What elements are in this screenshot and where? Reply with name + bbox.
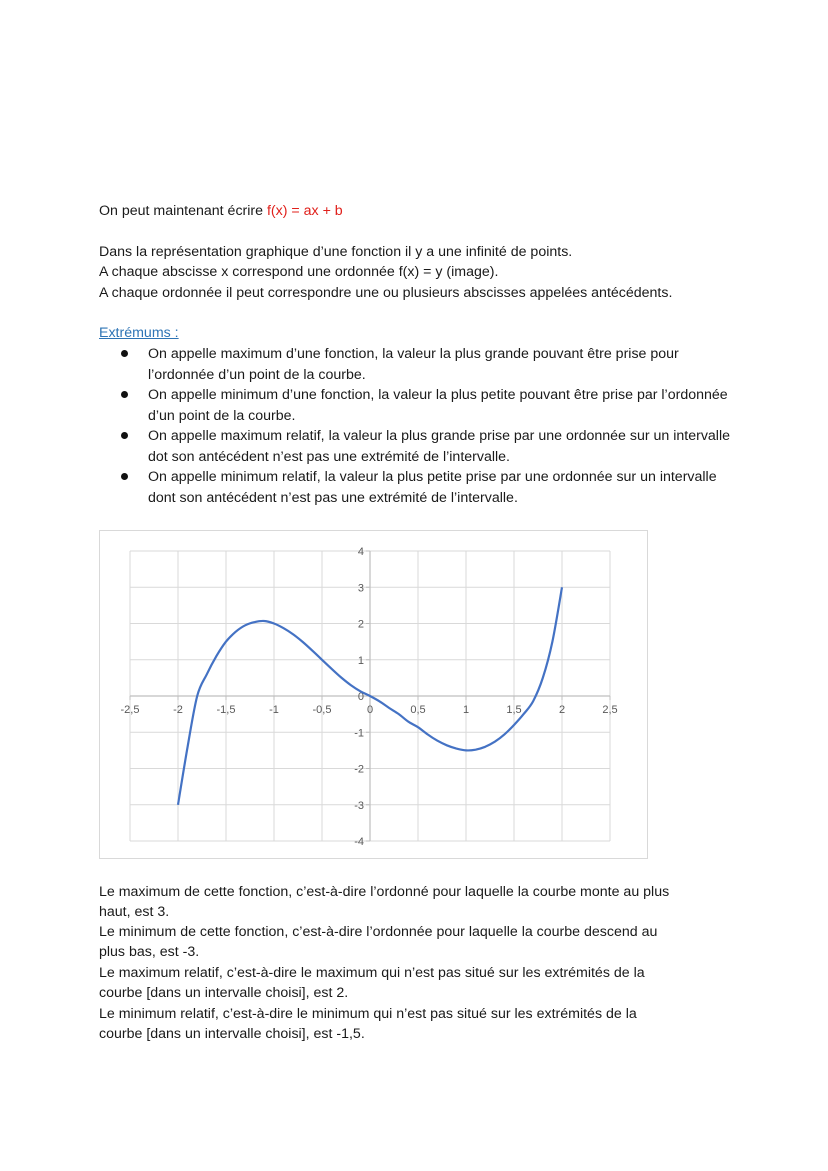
conclusion-line-5: Le maximum relatif, c’est-à-dire le maximum qui n’est pas situé sur les extrémités de la: [99, 965, 645, 981]
x-tick-label: 1: [462, 704, 470, 716]
x-tick-label: 0,5: [410, 704, 426, 716]
y-tick-label: -1: [354, 727, 364, 740]
y-tick-label: 1: [357, 654, 364, 667]
bullet-icon: [121, 473, 128, 480]
intro-line: [99, 201, 343, 221]
x-tick-label: 1,5: [506, 704, 522, 716]
bullet-text: On appelle minimum relatif, la valeur la plus petite prise par une ordonnée sur un intervalle dont son antécédent n’est pas une extrémité de l’intervalle.: [148, 469, 717, 506]
conclusion-line-8: courbe [dans un intervalle choisi], est -1,5.: [99, 1026, 365, 1042]
list-item: [118, 344, 738, 385]
extremums-heading: Extrémums :: [99, 325, 179, 341]
bullet-text: On appelle maximum d’une fonction, la valeur la plus grande pouvant être prise pour l’ordonnée d’un point de la courbe.: [148, 346, 679, 383]
list-item: [118, 385, 738, 426]
bullet-icon: [121, 432, 128, 439]
conclusion-line-4: plus bas, est -3.: [99, 944, 200, 960]
y-tick-label: -4: [354, 836, 364, 848]
paragraph-line-2: A chaque abscisse x correspond une ordonnée f(x) = y (image).: [99, 264, 499, 280]
paragraph-line-3: A chaque ordonnée il peut correspondre une ou plusieurs abscisses appelées antécédents.: [99, 285, 673, 301]
x-tick-label: 0: [366, 704, 374, 716]
x-tick-label: 2: [558, 704, 566, 716]
conclusion-line-7: Le minimum relatif, c’est-à-dire le minimum qui n’est pas situé sur les extrémités de la: [99, 1006, 637, 1022]
x-tick-label: -1: [269, 704, 279, 716]
function-chart: [99, 530, 648, 859]
bullet-icon: [121, 350, 128, 357]
list-item: [118, 467, 738, 508]
intro-prefix: On peut maintenant écrire: [99, 203, 267, 219]
x-tick-label: -1,5: [216, 704, 236, 716]
conclusion-line-1: Le maximum de cette fonction, c’est-à-dire l’ordonné pour laquelle la courbe monte au plus: [99, 884, 670, 900]
x-tick-label: -2: [173, 704, 183, 716]
y-tick-label: 2: [357, 618, 364, 631]
y-tick-label: 0: [357, 691, 364, 703]
y-tick-label: -3: [354, 799, 364, 812]
conclusion-line-3: Le minimum de cette fonction, c’est-à-dire l’ordonnée pour laquelle la courbe descend au: [99, 924, 658, 940]
bullet-text: On appelle minimum d’une fonction, la valeur la plus petite pouvant être prise par l’ordonnée d’un point de la courbe.: [148, 387, 728, 424]
bullet-text: On appelle maximum relatif, la valeur la plus grande prise par une ordonnée sur un intervalle dot son antécédent n’est pas une extrémité de l’intervalle.: [148, 428, 731, 465]
chart-svg: [100, 531, 649, 860]
extremums-list: [118, 344, 738, 508]
intro-formula: f(x) = ax + b: [266, 203, 343, 219]
y-tick-label: 4: [357, 546, 364, 558]
y-tick-label: 3: [357, 582, 364, 595]
x-tick-label: -0,5: [312, 704, 332, 716]
y-tick-label: -2: [354, 763, 364, 776]
list-item: [118, 426, 738, 467]
conclusion-line-2: haut, est 3.: [99, 904, 170, 920]
x-tick-label: -2,5: [120, 704, 140, 716]
conclusion-line-6: courbe [dans un intervalle choisi], est 2.: [99, 985, 349, 1001]
bullet-icon: [121, 391, 128, 398]
x-tick-label: 2,5: [602, 704, 618, 716]
paragraph-line-1: Dans la représentation graphique d’une fonction il y a une infinité de points.: [99, 244, 573, 260]
